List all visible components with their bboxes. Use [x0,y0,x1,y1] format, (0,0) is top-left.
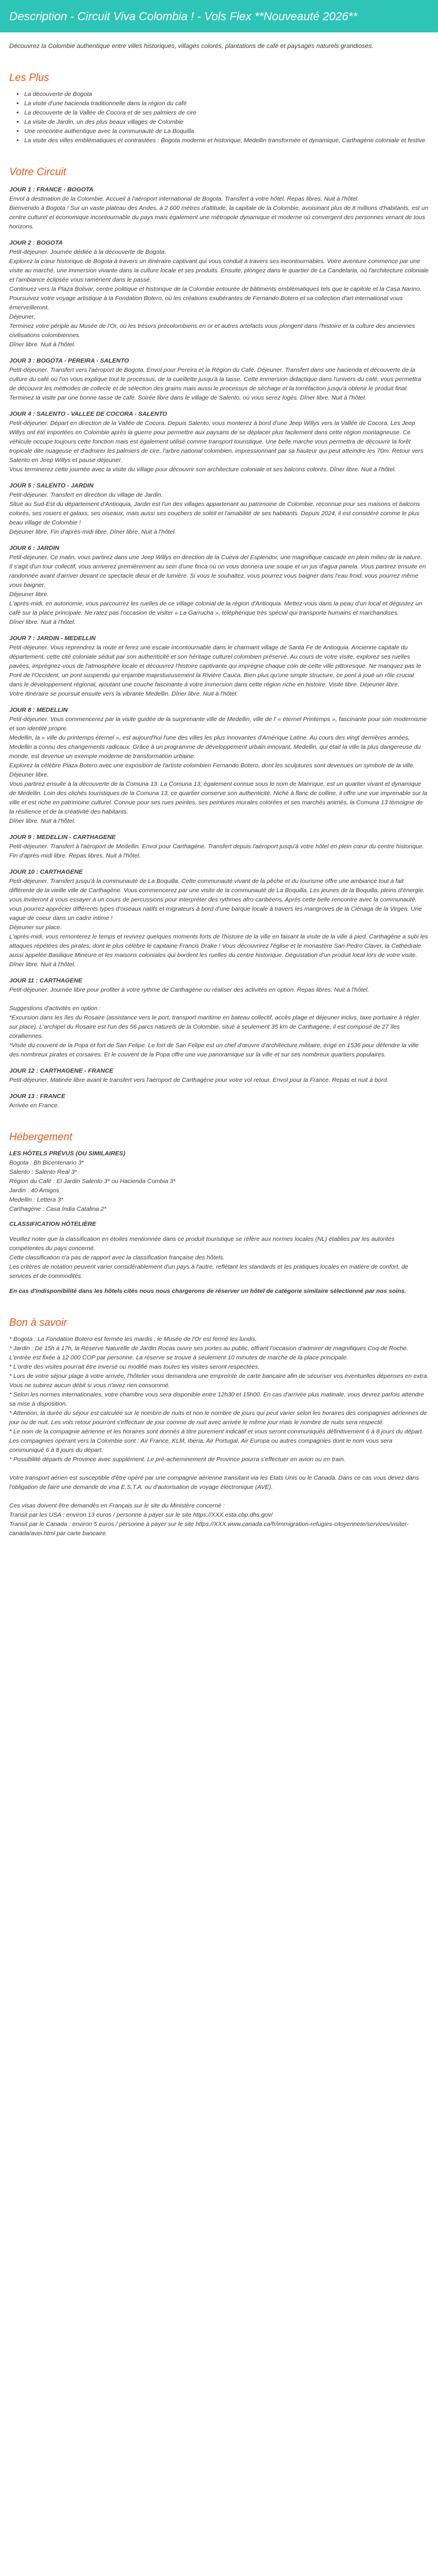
circuit-title: Votre Circuit [9,166,66,178]
day-block [9,634,429,698]
day-title: JOUR 12 : CARTHAGENE - FRANCE [9,1067,114,1074]
plus-section [9,72,429,145]
hotel-item: Jardin : 40 Amigos [9,1187,60,1194]
plus-list [9,90,429,145]
day-block [9,356,429,402]
hotel-item: Medellin : Lettera 3* [9,1196,64,1203]
classification-title: CLASSIFICATION HÔTELIÈRE [9,1221,96,1228]
hotel-item: Région du Café : El Jardin Salento 3* ou Hacienda Combia 3* [9,1178,176,1185]
day-block [9,238,429,349]
intro-text: Découvrez la Colombie authentique entre villes historiques, villages colorés, plantations de café et paysages naturels grandioses. [9,43,374,50]
hotels-list-title: LES HÔTELS PRÉVUS (OU SIMILAIRES) [9,1150,125,1157]
day-title: JOUR 4 : SALENTO - VALLEE DE COCORA - SALENTO [9,411,168,417]
day-title: JOUR 13 : FRANCE [9,1093,65,1100]
day-title: JOUR 11 : CARTHAGENE [9,977,83,984]
plus-item: • Une rencontre authentique avec la communauté de La Boquilla [24,127,429,136]
hotel-item: Carthagène : Casa Índia Catalina 2* [9,1206,107,1213]
bon-a-savoir-section [9,1317,429,1538]
day-block [9,867,429,969]
days-list [9,185,429,1110]
day-title: JOUR 6 : JARDIN [9,545,60,552]
circuit-section [9,166,429,1110]
day-title: JOUR 10 : CARTHAGENE [9,868,83,875]
day-title: JOUR 8 : MEDELLIN [9,707,68,714]
day-title: JOUR 3 : BOGOTA - PEREIRA - SALENTO [9,357,129,364]
day-title: JOUR 9 : MEDELLIN - CARTHAGENE [9,834,116,841]
day-block [9,481,429,537]
day-block [9,1092,429,1110]
title-banner [0,0,438,32]
page-title: Description - Circuit Viva Colombia ! - Vols Flex **Nouveauté 2026** [9,10,358,23]
day-text: Petit-déjeuner. Transfert jusqu'à la communauté de La Boquilla. Cette communauté vivant de la pêche et du tourisme offre une ambiance tout à fait différente de la vieille ville de Carthagène. Vous commencerez par une visite de la communauté de La Boquilla. Les jeunes de la Boquilla, pleins d'énergie, vous inviteront à vous essayer à un cours de percussions pour interpréter des rythmes afro-caribéens. Après cette belle rencontre avec la communauté, vous pourrez apprécier différents types d'oiseaux natifs et migrateurs à bord d'une barque locale à travers les mangroves de la Ciénaga de la Virgen. Une vague de coeur dans un cadre intime ! Déjeuner sur place. L'après-midi, vous remonterez le temps et revivrez quelques moments forts de l'histoire de la ville en faisant la visite de la ville à pied. Carthagène a subi les attaques répétées des pirates, dont le plus célèbre le capitaine Francis Drake ! Vous découvrirez l'église et le monastère San Pedro Claver, la Cathédrale aussi appelée Basilique Mineure et les maisons coloniales qui bordent les ruelles du centre historique. Dégustation d'un produit local lors de votre visite. Dîner libre. Nuit à l'hôtel. [9,878,428,968]
classification-text: Veuillez noter que la classification en étoiles mentionnée dans ce produit touristique se réfère aux normes locales (NL) établies par les autorités compétentes du pays concerné. Cette classification n'a pas de rapport avec la classification française des hôtels. Les critères de notation peuvent varier considérablement d'un pays à l'autre, reflétant les standards et les pratiques locales en matière de confort, de services et de commodités. [9,1236,409,1280]
hotel-warning: En cas d'indisponibilité dans les hôtels cités nous nous chargerons de réserver un hôtel de catégorie similaire sélectionné par nos soins. [9,1288,406,1295]
day-text: Petit-déjeuner. Journée libre pour profiter à votre rythme de Carthagène ou réaliser des activités en option. Repas libres. Nuit à l'hôtel. Suggestions d'activités en option : *Excursion dans les îles du Rosaire (assistance vers le port, transport maritime en bateau collectif, accès plage et déjeuner inclus, taxe portuaire à régler sur place). L'archipel du Rosaire est l'un des 56 parcs naturels de la Colombie, situé à seulement 35 km de Carthagène, il est composé de 27 îles coralliennes. *Visite du couvent de la Popa et fort de San Felipe. Le fort de San Felipe est un chef d'œuvre d'architecture militaire, érigé en 1536 pour défendre la ville des nombreux pirates et corsaires. Et le couvent de la Popa offre une vue panoramique sur la ville et sur ses nombreux quartiers populaires. [9,986,420,1058]
day-block [9,544,429,627]
day-block [9,185,429,231]
day-block [9,705,429,826]
hebergement-title: Hébergement [9,1131,73,1143]
day-text: Petit-déjeuner. Départ en direction de la Vallée de Cocora. Depuis Salento, vous monterez à bord d'une Jeep Willys vers la Vallée de Cocora. Les Jeep Willys ont été importées en Colombie après la guerre pour permettre aux paysans de se déplacer plus facilement dans cette région montagneuse. Ce véhicule occupe toujours cette fonction mais est également utilisé comme transport touristique. Une belle marche vous permettra de découvrir la forêt tropicale dite nuageuse et d'admirer les palmiers de cire, l'arbre national colombien, impressionnant par sa hauteur qui peut atteindre les 70m. Retour vers Salento en Jeep Willys et pause déjeuner. Vous terminerez cette journée avec la visite du village pour découvrir son architecture coloniale et ses balcons colorés. Dîner libre. Nuit à l'hôtel. [9,420,424,473]
day-text: Petit-déjeuner. Journée dédiée à la découverte de Bogota. Explorez la cœur historique de Bogota à travers un itinéraire captivant qui vous conduit à travers ses incontournables. Votre aventure commence par une visite au marché, une immersion vivante dans la culture locale et ses produits. Ensuite, plongez dans le quartier de La Candelaria, où l'architecture coloniale et l'ambiance éclipsée vous ramènent dans le passé. Continuez vers la Plaza Bolivar, centre politique et historique de la Colombie entourée de bâtiments emblématiques tels que le capitole et la Casa Narino. Poursuivez votre voyage artistique à la Fondation Botero, où les créations exubérantes de Fernando Botero et sa collection d'art international vous émerveilleront. Déjeuner. Terminez votre périple au Musée de l'Or, où les trésors précolombiens en or et autres artefacts vous plongent dans l'histoire et la culture des anciennes civilisations colombiennes. Dîner libre. Nuit à l'hôtel. [9,249,429,348]
plus-item: • La découverte de la Vallée de Cocora et de ses palmiers de cire [24,108,429,117]
day-title: JOUR 5 : SALENTO - JARDIN [9,482,94,489]
main-content [0,42,438,1538]
day-text: Arrivée en France. [9,1102,60,1109]
day-block [9,1066,429,1085]
hotel-item: Salento : Salento Real 3* [9,1169,77,1176]
day-text: Petit-déjeuner. Vous commencerez par la visite guidée de la surprenante ville de Medellin, ville de l' « éternel Printemps », fascinante pour son modernisme et son identité propre. Medellin, la « ville du printemps éternel », est aujourd'hui l'une des villes les plus innovantes d'Amérique Latine. Au cours des vingt dernières années, Medellin a connu des changements radicaux. Grâce à un programme de développement urbain innovant, Medellin, qui était la ville la plus dangereuse du monde, est devenue un exemple moderne de transformation urbaine. Explorez la célèbre Plaza Botero avec une exposition de l'artiste colombien Fernando Botero, dont les sculptures sont devenues un symbole de la ville. Déjeuner libre. Vous partirez ensuite à la découverte de la Comuna 13. La Comuna 13, également connue sous le nom de Manrique, est un quartier vivant et dynamique de Medellin. Loin des clichés touristiques de la Comuna 13, ce quartier conserve son authenticité. Niché à flanc de colline, il offre une vue imprenable sur la ville et est riche en patrimoine culturel. Connue pour ses rues peintes, ses peintures murales colorées et ses marchés animés, la Comuna 13 témoigne de la résilience et de la créativité des habitants. Dîner libre. Nuit à l'hôtel. [9,716,428,825]
day-block [9,409,429,474]
day-block [9,976,429,1059]
plus-item: • La visite des villes emblématiques et contrastées : Bogota moderne et historique, Medellin transformée et dynamique, Carthagène coloniale et festive [24,136,429,145]
day-title: JOUR 2 : BOGOTA [9,239,63,246]
day-title: JOUR 7 : JARDIN - MEDELLIN [9,635,96,642]
bon-a-savoir-title: Bon à savoir [9,1317,68,1328]
hebergement-section [9,1131,429,1296]
day-text: Petit-déjeuner. Transfert en direction du village de Jardin. Situé au Sud-Est du département d'Antioquia, Jardin est l'un des villages appartenant au patrimoine de Colombie, reconnue pour ses maisons et balcons colorés, ses rosiers et galaxs, ses oiseaux, mais aussi ses couchers de soleil et l'amabilité de ses habitants. Depuis 2024, il est considéré comme le plus beau village de Colombie ! Déjeuner libre. Fin d'après-midi libre. Dîner libre. Nuit à l'hôtel. [9,491,420,535]
hotel-item: Bogota : Bh Bicentenario 3* [9,1159,84,1166]
day-text: Petit-déjeuner. Ce matin, vous partirez dans une Jeep Willys en direction de la Cueva del Esplendor, une magnifique cascade en plein milieu de la nature. Il s'agit d'un tour collectif, vous arriverez premièrement au sein d'une finca où on vous donnera une soupe et un jus d'agua panela. Vous partirez ensuite en randonnée avant d'arriver devant ce spectacle dieux et de lumière. Si vous le souhaitez, vous pourrez vous baigner dans l'eau froid, vous pourrez même vous baigner. Déjeuner libre. L'après-midi, en autonomie, vous parcourrez les ruelles de ce village colonial de la région d'Antioquia. Mettez-vous dans la peau d'un local et dégustez un café sur la place principale. Ne ratez pas l'occasion de visiter « La Garrucha », téléphérique très spécial qui transporte humains et marchandises. Dîner libre. Nuit à l'hôtel. [9,554,426,626]
plus-item: • La découverte de Bogota [24,90,429,99]
hotels-list [9,1158,429,1214]
plus-title: Les Plus [9,72,50,83]
day-text: Petit-déjeuner. Transfert à l'aéroport de Medellin. Envol pour Carthagène. Transfert depuis l'aéroport jusqu'à votre hôtel en plein cœur du centre historique. Fin d'après-midi libre. Repas libres. Nuit à l'hôtel. [9,843,424,859]
plus-item: • La visite de Jardin, un des plus beaux villages de Colombie [24,117,429,127]
day-block [9,833,429,860]
day-title: JOUR 1 : FRANCE - BOGOTA [9,186,94,193]
day-text: Petit-déjeuner. Vous reprendrez la route et ferez une escale incontournable dans le charmant village de Santa Fe de Antioquia. Ancienne capitale du département, cette cité coloniale séduit par son authenticité et son héritage culturel colombien préservé. Au cours de votre visite, explorez ses ruelles pavées, imprégnez-vous de l'atmosphère locale et découvrez l'histoire captivante qui imprègne chaque coin de cette ville pittoresque. Ne manquez pas le Pont de l'Occident, un pont suspendu qui enjambe majestueusement la Rivière Cauca. Bien plus qu'une simple structure, ce pont à joué un rôle crucial dans le développement régional, ajoutant une couche fascinante à votre immersion dans cette région riche en histoire. Visite libre. Déjeuner libre. Votre itinéraire se poursuit ensuite vers la vibrante Medellin. Dîner libre. Nuit à l'hôtel. [9,644,421,697]
day-text: Petit-déjeuner. Transfert vers l'aéroport de Bogota. Envol pour Pereira et la Région du Café. Déjeuner. Transfert dans une hacienda et découverte de la culture du café où l'on vous explique tout le processus, de la cueillette jusqu'à la tasse. Cette immersion didactique dans l'univers du café, vous permettra de découvrir les méthodes de collecte et de sélection des grains mais aussi le processus de séchage et la torréfaction jusqu'à obtenir le produit final. Terminez la visite par une bonne tasse de café. Soirée libre dans le village de Salento, où vous serez logés. Dîner libre. Nuit à l'hôtel. [9,367,421,401]
day-text: Petit-déjeuner. Matinée libre avant le transfert vers l'aéroport de Carthagène pour votre vol retour. Envol pour la France. Repas et nuit à bord. [9,1077,389,1084]
plus-item: • La visite d'une hacienda traditionnelle dans la région du café [24,99,429,108]
day-text: Envol à destination de la Colombie. Accueil à l'aéroport international de Bogota. Transfert à votre hôtel. Repas libres. Nuit à l'hôtel. Bienvenido à Bogota ! Sur un vaste plateau des Andes, à 2 600 mètres d'altitude, la capitale de la Colombie, avoisinant plus de 8 millions d'habitants, est un centre culturel et économique incontournable du pays mais également une métropole dynamique et moderne où convergent des personnes venant de tous horizons. [9,195,429,230]
bon-a-savoir-text: * Bogota : La Fondation Botero est fermée les mardis ; le Musée de l'Or est fermé les lundis. * Jardin : De 15h à 17h, la Réserve Naturelle de Jardin Rocas ouvre ses portes au public, offrant l'occasion d'admirer de magnifiques Coq de Roche. L'entrée est fixée à 12 000 COP par personne. La réserve se trouve à seulement 10 minutes de marche de la place principale. * L'ordre des visites pourrait être inversé ou modifié mais toutes les visites seront respectées. * Lors de votre séjour plage à votre arrivée, l'hôtelier vous demandera une empreinte de carte bancaire afin de sécuriser vos éventuelles dépenses en extra. Vous ne subirez aucun débit si vous n'avez rien consommé. * Selon les normes internationales, votre chambre vous sera disponible entre 12h30 et 15h00. En cas d'arrivée plus matinale, vous devrez parfois attendre sa mise à disposition. * Attention, la durée du séjour est calculée sur le nombre de nuits et non le nombre de jours qui peut varier selon les horaires des compagnies aériennes de jour ou de nuit. Les vols retour pourront s'effectuer de jour comme de nuit avec arrivée le même jour mais le nombre de nuits sera respecté. * Le nom de la compagnie aérienne et les horaires sont donnés à titre purement indicatif et vous seront communiqués définitivement 6 à 8 jours du départ. Les compagnies opérant vers la Colombie sont : Air France, KLM, Iberia, Air Portugal, Air Europa ou autres compagnies dont le nom vous sera communiqué 6 à 8 jours du départ. * Possibilité départs de Province avec supplément. Le pré-acheminement de Province pourra s'effectuer en avion ou en train. Votre transport aérien est susceptible d'être opéré par une compagnie aérienne transitant via les Etats Unis ou le Canada. Dans ce cas vous devez dans l'obligation de faire une demande de visa E.S.T.A. ou d'autorisation de voyage électronique (AVE). Ces visas doivent être demandés en Français sur le site du Ministère concerné : Transit par les USA : environ 13 euros / personne à payer sur le site https://XXX.esta.cbp.dhs.gov/ Transit par le Canada : environ 5 euros / personne à payer sur le site https://XXX.www.canada.ca/fr/immigration-refugies-citoyennete/services/visiter-canada/avei.html par carte bancaire. [9,1336,429,1537]
